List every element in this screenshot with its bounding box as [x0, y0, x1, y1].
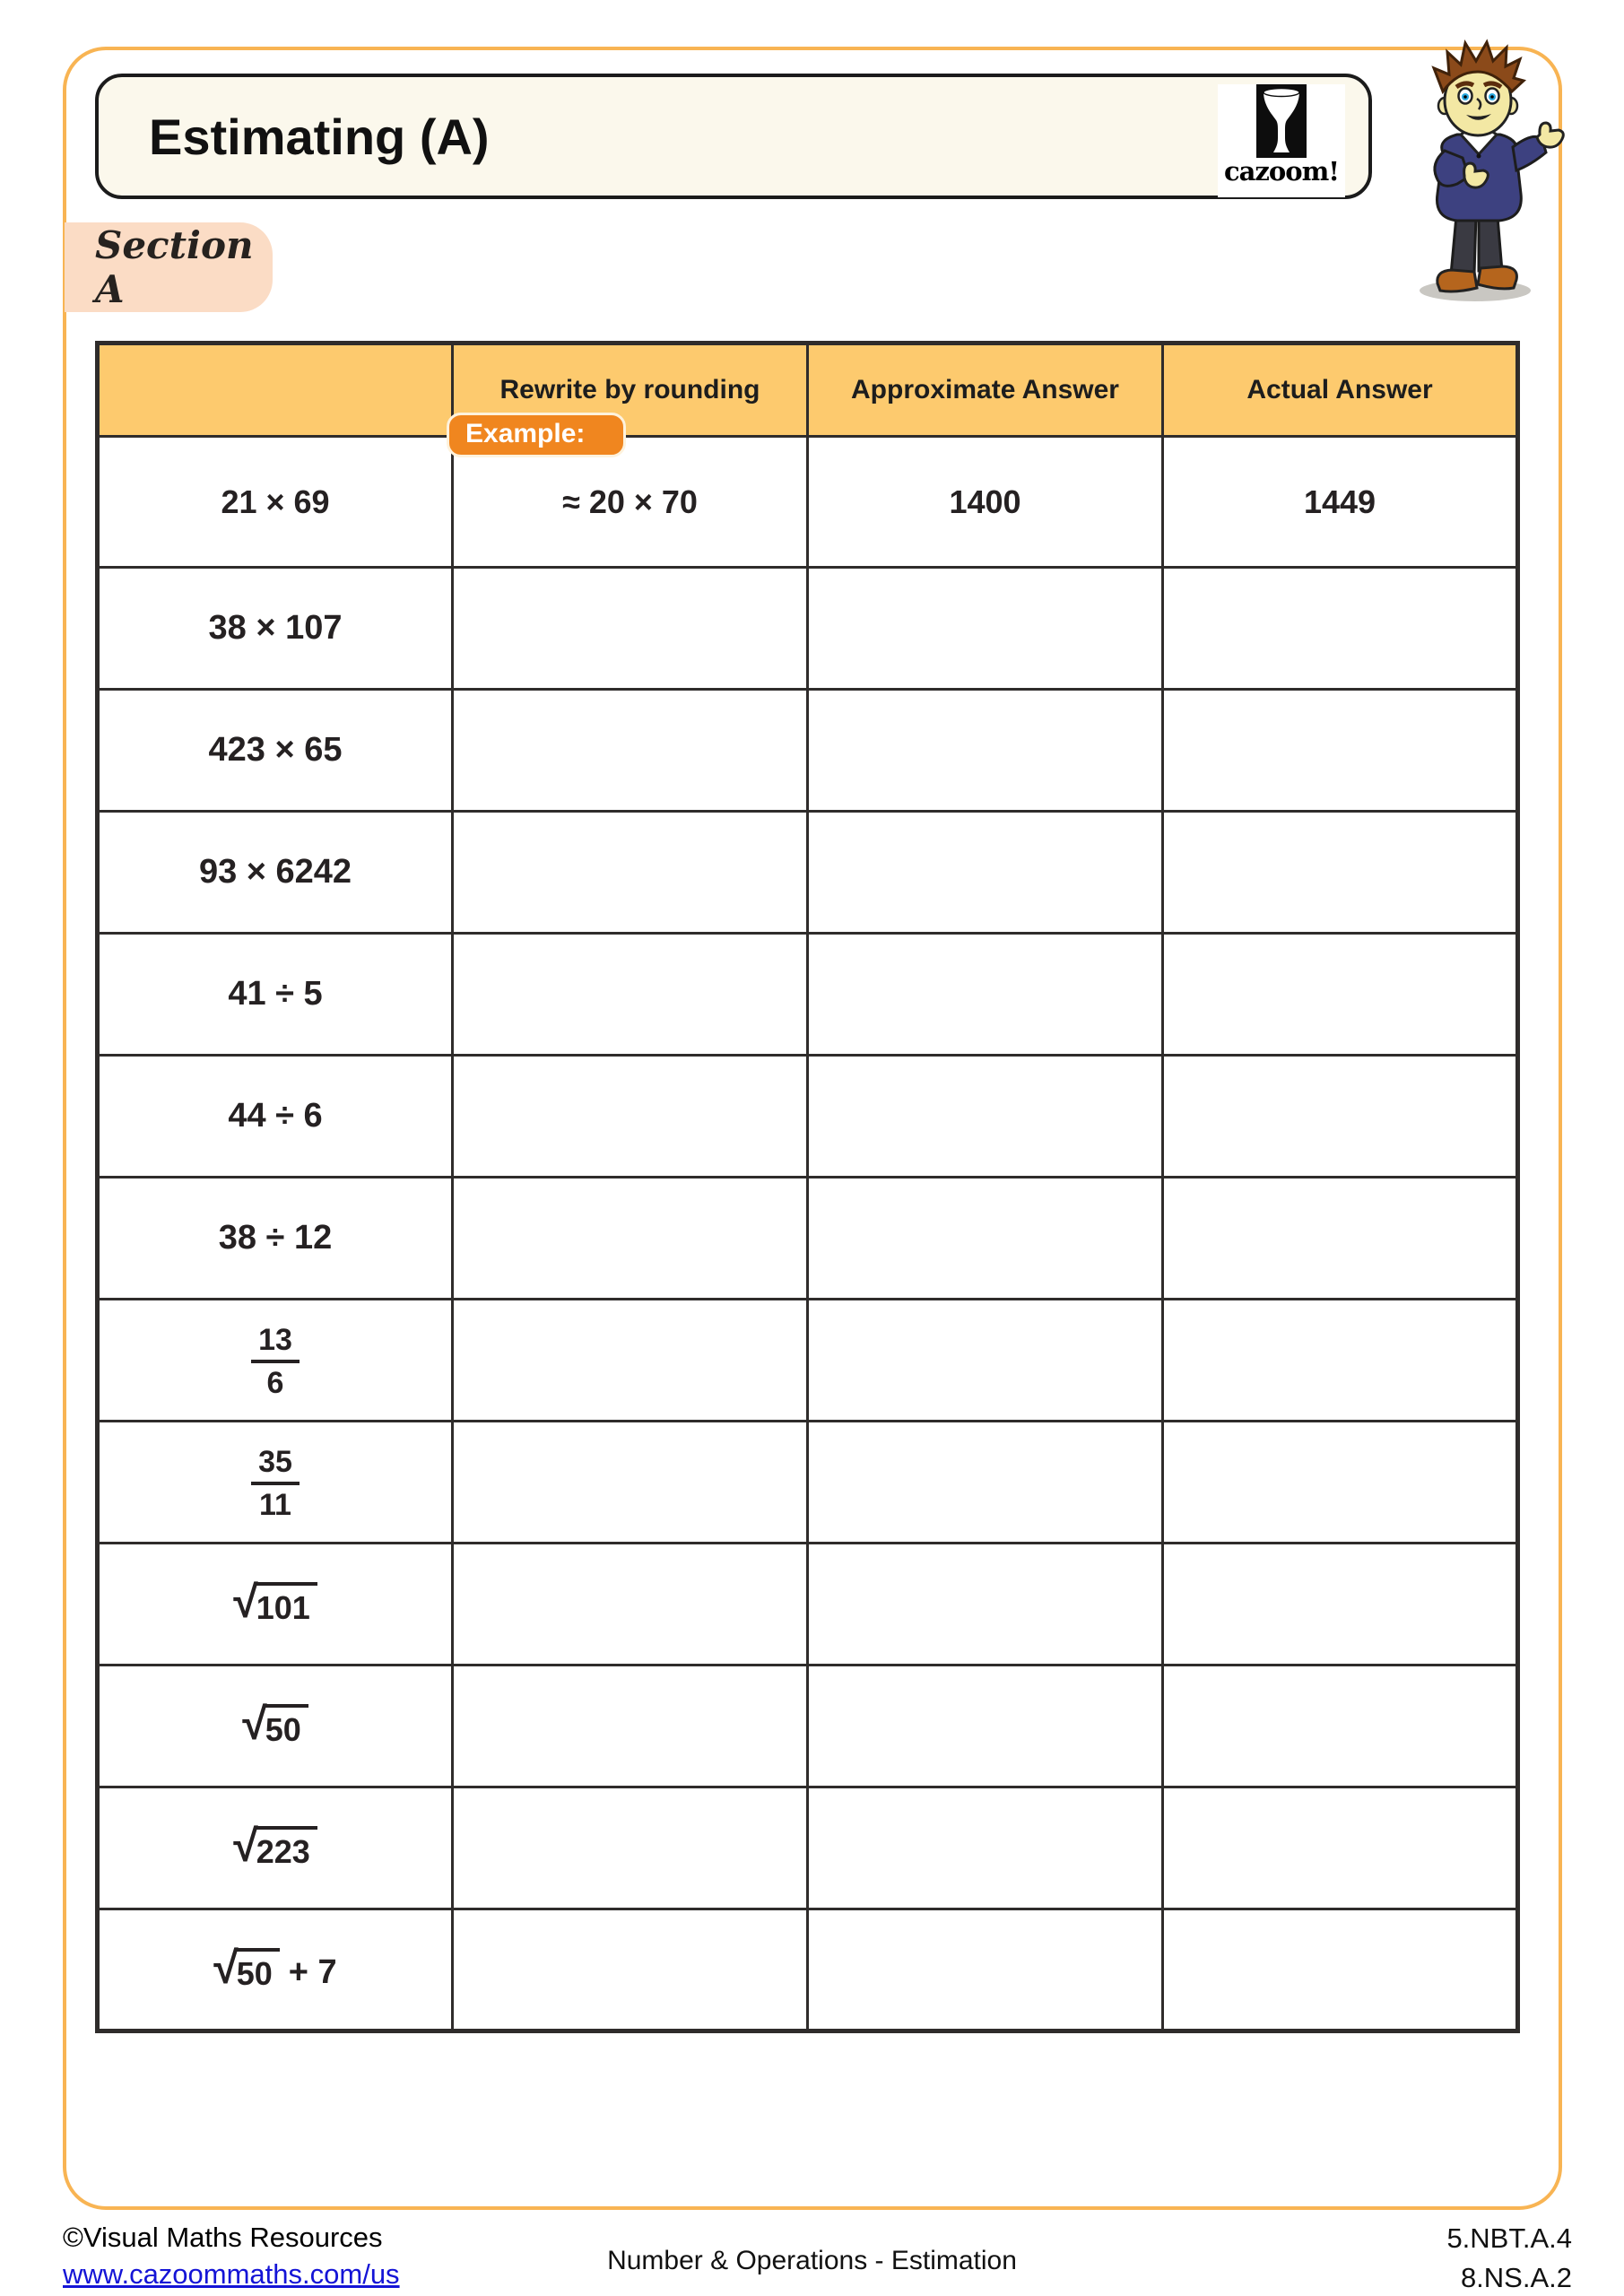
expression-cell: [98, 1300, 453, 1422]
table-row: [98, 1422, 1518, 1544]
fraction: $\frac{13}{6}$: [251, 1323, 300, 1400]
radical-icon: √: [242, 1699, 267, 1749]
standard-codes: [1446, 2219, 1572, 2296]
expression-cell: 44 ÷ 6: [98, 1056, 453, 1178]
expression-cell: [98, 1787, 453, 1909]
table-row: [98, 812, 1518, 934]
table-row: [98, 568, 1518, 690]
cazoom-logo-text: cazoom!: [1223, 156, 1340, 187]
answer-cell-rounded: [453, 812, 808, 934]
expression-cell: 93 × 6242: [98, 812, 453, 934]
table-row: [98, 1178, 1518, 1300]
column-header-actual: Actual Answer: [1163, 344, 1518, 437]
title-bar: [95, 74, 1372, 199]
answer-cell-rounded: [453, 1056, 808, 1178]
example-badge: Example:: [447, 413, 626, 457]
square-root: √ 50: [242, 1704, 308, 1746]
radical-icon: √: [233, 1577, 258, 1627]
answer-cell-actual: [1163, 1665, 1518, 1787]
square-root: √ 101: [233, 1582, 317, 1624]
answer-cell-approximate: [808, 568, 1163, 690]
table-row: [98, 1909, 1518, 2031]
table-row: [98, 690, 1518, 812]
expression-cell: [98, 1422, 453, 1544]
footer-topic: Number & Operations - Estimation: [607, 2246, 1017, 2275]
table-row: [98, 934, 1518, 1056]
answer-cell-actual: [1163, 1787, 1518, 1909]
answer-cell-approximate: [808, 1909, 1163, 2031]
answer-cell-rounded: [453, 934, 808, 1056]
answer-cell-rounded: [453, 1787, 808, 1909]
standard-code: 5.NBT.A.4: [1446, 2222, 1572, 2254]
expression-cell: [98, 1544, 453, 1665]
answer-cell-approximate: [808, 1300, 1163, 1422]
answer-cell-actual: [1163, 1178, 1518, 1300]
example-approximate-cell: 1400: [808, 437, 1163, 568]
answer-cell-rounded: [453, 1300, 808, 1422]
worksheet-table: [95, 341, 1520, 2033]
cazoom-logo: [1218, 84, 1345, 197]
answer-cell-rounded: [453, 1544, 808, 1665]
table-row: [98, 1787, 1518, 1909]
answer-cell-rounded: [453, 1422, 808, 1544]
radical-icon: √: [233, 1821, 258, 1871]
page-title: Estimating (A): [149, 108, 490, 165]
answer-cell-rounded: [453, 690, 808, 812]
answer-cell-actual: [1163, 1300, 1518, 1422]
expression-cell: 21 × 69: [98, 437, 453, 568]
answer-cell-actual: [1163, 1909, 1518, 2031]
answer-cell-approximate: [808, 934, 1163, 1056]
answer-cell-approximate: [808, 1178, 1163, 1300]
table-row: [98, 1056, 1518, 1178]
example-actual-cell: 1449: [1163, 437, 1518, 568]
expression-cell: 38 ÷ 12: [98, 1178, 453, 1300]
expression-cell: [98, 1665, 453, 1787]
answer-cell-rounded: [453, 1665, 808, 1787]
mascot-illustration: [1385, 36, 1576, 305]
answer-cell-actual: [1163, 934, 1518, 1056]
expression-cell: 423 × 65: [98, 690, 453, 812]
example-rounded-cell: ≈ 20 × 70: [453, 437, 808, 568]
answer-cell-actual: [1163, 690, 1518, 812]
answer-cell-actual: [1163, 1544, 1518, 1665]
answer-cell-approximate: [808, 1544, 1163, 1665]
answer-cell-rounded: [453, 568, 808, 690]
radical-icon: √: [213, 1942, 239, 1993]
answer-cell-approximate: [808, 1422, 1163, 1544]
answer-cell-actual: [1163, 1056, 1518, 1178]
section-label: Section A: [95, 223, 254, 311]
expression-cell: 41 ÷ 5: [98, 934, 453, 1056]
copyright-text: ©Visual Maths Resources: [63, 2222, 383, 2253]
table-row: [98, 1665, 1518, 1787]
answer-cell-actual: [1163, 812, 1518, 934]
answer-cell-approximate: [808, 812, 1163, 934]
square-root: √ 223: [233, 1826, 317, 1868]
example-row: [98, 437, 1518, 568]
cazoom-goblet-icon: [1256, 84, 1307, 158]
answer-cell-approximate: [808, 690, 1163, 812]
answer-cell-approximate: [808, 1665, 1163, 1787]
answer-cell-approximate: [808, 1056, 1163, 1178]
square-root: √ 50: [213, 1948, 280, 1990]
table-row: [98, 1300, 1518, 1422]
fraction: $\frac{35}{11}$: [251, 1445, 300, 1522]
answer-cell-actual: [1163, 1422, 1518, 1544]
answer-cell-rounded: [453, 1178, 808, 1300]
answer-cell-rounded: [453, 1909, 808, 2031]
column-header-blank: [98, 344, 453, 437]
standard-code: 8.NS.A.2: [1460, 2262, 1572, 2294]
table-header-row: [98, 344, 1518, 437]
table-row: [98, 1544, 1518, 1665]
answer-cell-approximate: [808, 1787, 1163, 1909]
worksheet-table-body: [98, 437, 1518, 2031]
section-badge: [65, 222, 273, 312]
expression-cell: √ 50 + 7: [98, 1909, 453, 2031]
column-header-approximate: Approximate Answer: [808, 344, 1163, 437]
expression-cell: 38 × 107: [98, 568, 453, 690]
website-link[interactable]: www.cazoommaths.com/us: [63, 2258, 400, 2291]
column-header-rounding: Rewrite by rounding: [453, 344, 808, 437]
answer-cell-actual: [1163, 568, 1518, 690]
